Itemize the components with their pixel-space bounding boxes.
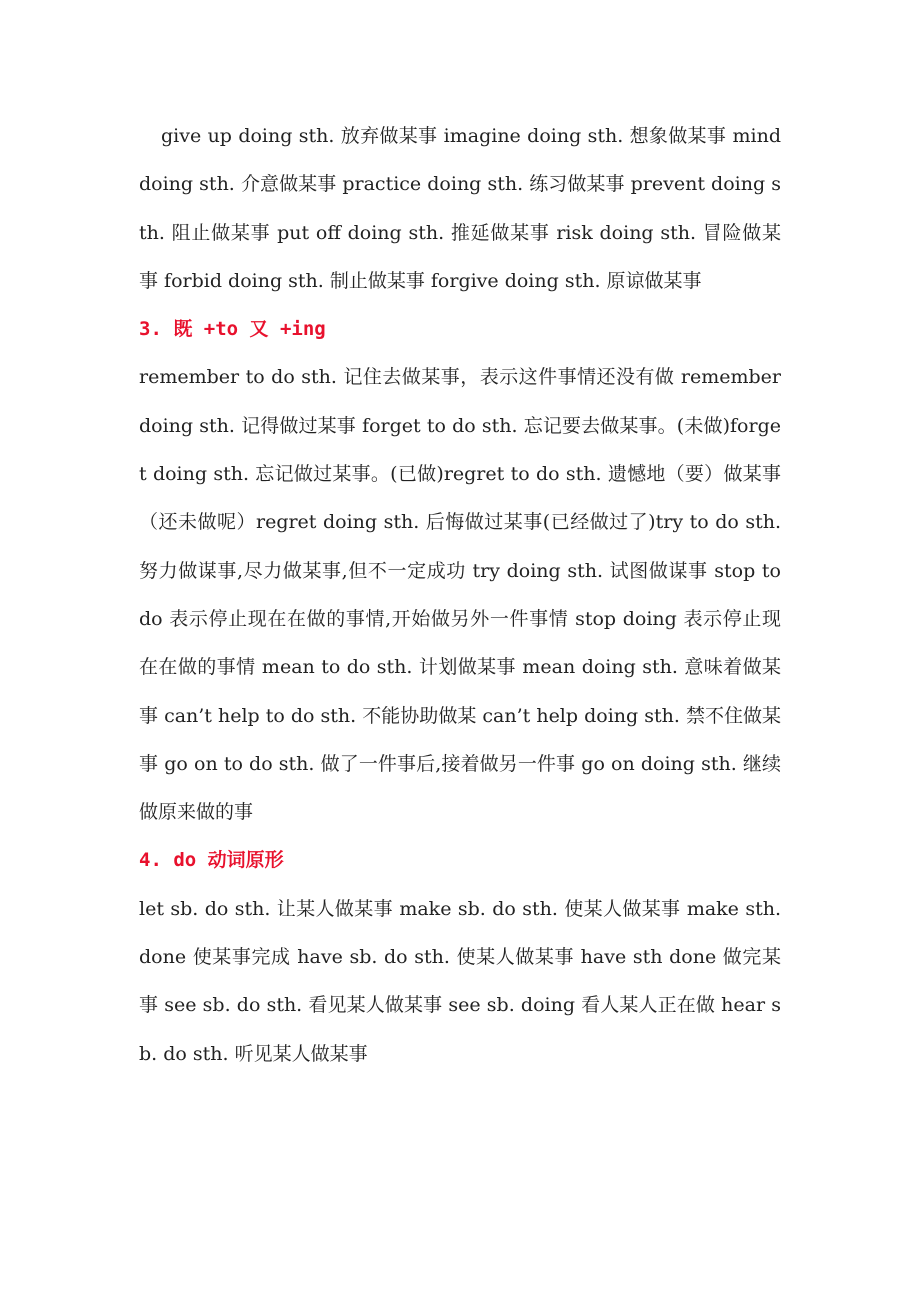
section-4-paragraph: let sb. do sth. 让某人做某事 make sb. do sth. 使某人做某事 make sth. done 使某事完成 have sb. do sth. 使某人做某事 have sth done 做完某事 see sb. do sth. 看见某人做某事 see sb. doing 看人某人正在做 hear sb. do sth. 听见某人做某事 bbox=[139, 897, 781, 1065]
document-page bbox=[139, 112, 781, 1078]
section-2-paragraph: give up doing sth. 放弃做某事 imagine doing sth. 想象做某事 mind doing sth. 介意做某事 practice doing sth. 练习做某事 prevent doing sth. 阻止做某事 put off doing sth. 推延做某事 risk doing sth. 冒险做某事 forbid doing sth. 制止做某事 forgive doing sth. 原谅做某事 bbox=[139, 125, 781, 292]
section-3-paragraph: remember to do sth. 记住去做某事，表示这件事情还没有做 remember doing sth. 记得做过某事 forget to do sth. 忘记要去做某事。(未做)forget doing sth. 忘记做过某事。(已做)regret to do sth. 遗憾地（要）做某事 （还未做呢）regret doing sth. 后悔做过某事(已经做过了)try to do sth. 努力做谋事,尽力做某事,但不一定成功 try doing sth. 试图做谋事 stop to do 表示停止现在在做的事情,开始做另外一件事情 stop doing 表示停止现在在做的事情 mean to do sth. 计划做某事 mean doing sth. 意味着做某事 can’t help to do sth. 不能协助做某 can’t help doing sth. 禁不住做某事 go on to do sth. 做了一件事后,接着做另一件事 go on doing sth. 继续做原来做的事 bbox=[139, 366, 781, 824]
section-3-heading: 3. 既 +to 又 +ing bbox=[139, 318, 326, 341]
section-4-heading: 4. do 动词原形 bbox=[139, 849, 284, 872]
